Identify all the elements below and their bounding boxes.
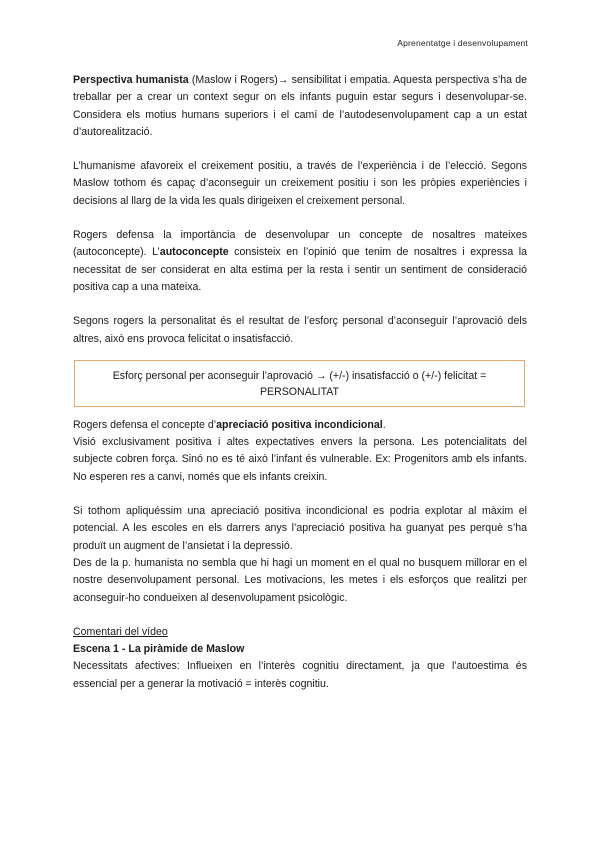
video-comment-heading: Comentari del vídeo — [73, 625, 168, 638]
term-unconditional-regard: apreciació positiva incondicional — [216, 418, 383, 431]
term-self-concept: autoconcepte — [159, 246, 229, 259]
paragraph-self-concept: Rogers defensa la importància de desenvolupar un concepte de nosaltres mateixes (autoconcepte). L’autoconcepte consisteix en l’opinió que tenim de nosaltres i expressa la necessitat de ser considerat en alta estima per la resta i sentir un sentiment de consideració positiva cap a una mateixa. — [73, 229, 527, 293]
running-header: Aprenentatge i desenvolupament — [397, 38, 528, 48]
term-humanist-perspective: Perspectiva humanista — [73, 74, 189, 86]
callout-line-2: PERSONALITAT — [259, 385, 340, 398]
formula-callout — [74, 360, 525, 407]
paragraph-affective-needs: Necessitats afectives: Influeixen en l’interès cognitiu directament, ja que l’autoestima és essencial per a generar la motivació = interès cognitiu. — [73, 660, 527, 690]
callout-line-1: Esforç personal per aconseguir l’aprovació → (+/-) insatisfacció o (+/-) felicitat = — [112, 369, 487, 382]
paragraph-unconditional-regard: Rogers defensa el concepte d’apreciació positiva incondicional. — [73, 418, 386, 431]
scene-heading: Escena 1 - La piràmide de Maslow — [73, 643, 245, 656]
paragraph-humanist-perspective: Perspectiva humanista (Maslow i Rogers)→ sensibilitat i empatia. Aquesta perspectiva s’ha de treballar per a crear un context segur on els infants puguin estar segurs i desenvolupar-se. Considera els motius humans superiors i el camí de l’autodesenvolupament cap a un estat d’autorealització. — [73, 74, 528, 138]
paragraph-positive-vision: Visió exclusivament positiva i altes expectatives envers la persona. Les potencialitats del subjecte cobren força. Sinó no es té això l’infant és vulnerable. Ex: Progenitors amb els infants. No esperen res a canvi, només que els infants creixin. — [73, 436, 527, 483]
paragraph-potential: Si tothom apliquéssim una apreciació positiva incondicional es podria explotar al màxim el potencial. A les escoles en els darrers anys l’apreciació positiva ha guanyat pes perquè s’ha produït un augment de l’ansietat i la depressió. — [73, 505, 527, 552]
paragraph-humanism: L’humanisme afavoreix el creixement positiu, a través de l’experiència i de l’elecció. Segons Maslow tothom és capaç d’aconseguir un creixement positiu i son les pròpies experiències i decisions al llarg de la vida les quals dirigeixen el creixement personal. — [73, 160, 527, 207]
paragraph-development: Des de la p. humanista no sembla que hi hagi un moment en el qual no busquem millorar en el nostre desenvolupament personal. Les motivacions, les metes i els esforços que realitzi per aconseguir-ho condueixen al desenvolupament psicològic. — [73, 556, 527, 604]
paragraph-personality: Segons rogers la personalitat és el resultat de l’esforç personal d’aconseguir l’aprovació dels altres, això ens provoca felicitat o insatisfacció. — [73, 315, 527, 345]
document-body — [73, 72, 527, 693]
